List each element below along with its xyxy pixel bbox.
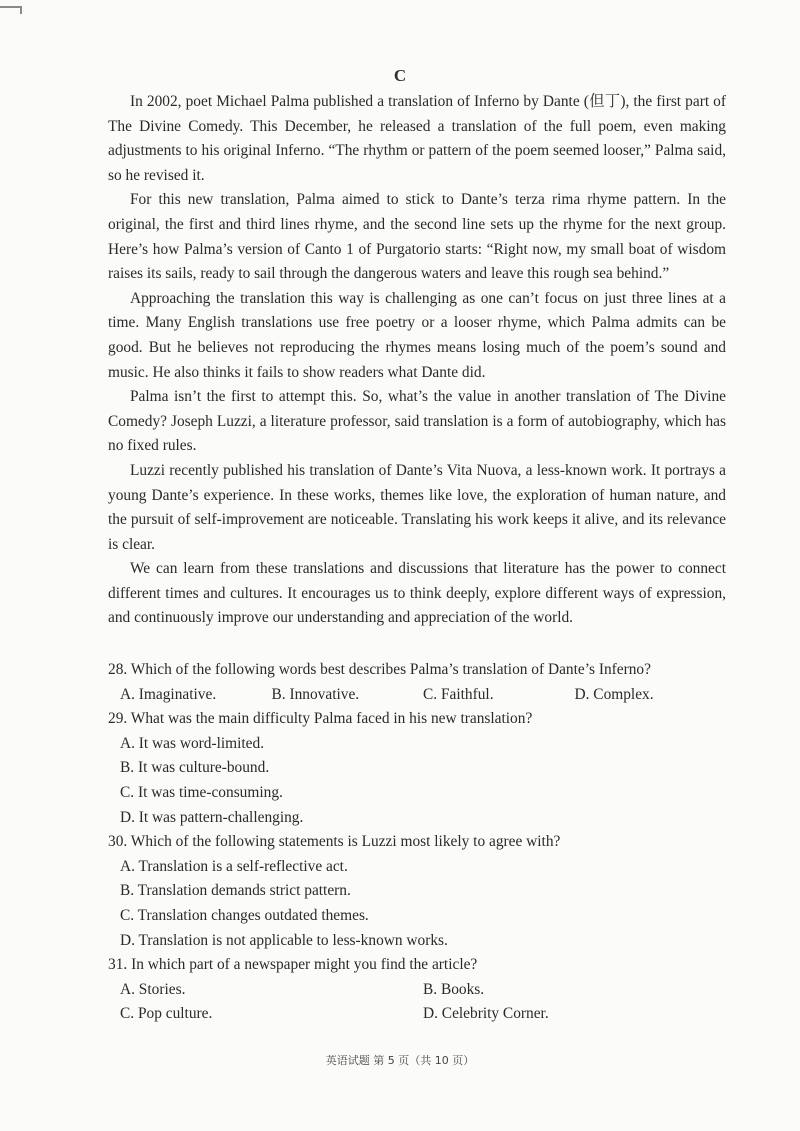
question-stem: 31. In which part of a newspaper might you find the article? — [108, 956, 478, 974]
option-c: C. It was time-consuming. — [120, 783, 283, 801]
option-row — [108, 683, 726, 708]
option-a: A. It was word-limited. — [120, 734, 265, 752]
reading-passage — [108, 90, 726, 631]
passage-paragraph-5: Luzzi recently published his translation of Dante’s Vita Nuova, a less-known work. It portrays a young Dante’s experience. In these works, themes like love, the exploration of human nature, and the pursuit of self-improvement are noticeable. Translating his work keeps it alive, and its relevance is clear. — [108, 461, 726, 553]
option-row — [108, 978, 726, 1003]
scan-corner-mark-vertical — [20, 6, 22, 14]
page-footer: 英语试题 第 5 页（共 10 页） — [325, 1054, 475, 1067]
option-d: D. Celebrity Corner. — [423, 1005, 549, 1023]
question-stem: 30. Which of the following statements is Luzzi most likely to agree with? — [108, 833, 561, 851]
question-31 — [108, 953, 726, 1027]
option-b: B. Translation demands strict pattern. — [120, 882, 351, 900]
section-label: C — [393, 66, 407, 85]
option-row — [108, 1002, 726, 1027]
passage-paragraph-3: Approaching the translation this way is challenging as one can’t focus on just three lines at a time. Many English translations use free poetry or a looser rhyme, which Palma admits can be good. But he believes not reproducing the rhymes means losing much of the poem’s sound and music. He also thinks it fails to show readers what Dante did. — [108, 289, 726, 381]
question-28 — [108, 658, 726, 707]
passage-paragraph-4: Palma isn’t the first to attempt this. So, what’s the value in another translation of The Divine Comedy? Joseph Luzzi, a literature professor, said translation is a form of autobiography, which has no fixed rules. — [108, 388, 726, 455]
option-c: C. Pop culture. — [120, 1005, 213, 1023]
question-stem: 29. What was the main difficulty Palma faced in his new translation? — [108, 710, 533, 728]
option-b: B. Books. — [423, 980, 485, 998]
passage-paragraph-1: In 2002, poet Michael Palma published a translation of Inferno by Dante (但丁), the first part of The Divine Comedy. This December, he released a translation of the full poem, even making adjustments to his original Inferno. “The rhythm or pattern of the poem seemed looser,” Palma said, so he revised it. — [108, 93, 726, 184]
option-c: C. Translation changes outdated themes. — [120, 906, 369, 924]
option-a: A. Imaginative. — [120, 685, 217, 703]
option-a: A. Translation is a self-reflective act. — [120, 857, 348, 875]
option-d: D. Complex. — [574, 685, 654, 703]
passage-paragraph-6: We can learn from these translations and discussions that literature has the power to connect different times and cultures. It encourages us to think deeply, explore different ways of expression, and continuously improve our understanding and appreciation of the world. — [108, 560, 726, 627]
question-29 — [108, 707, 726, 830]
question-list — [108, 658, 726, 1027]
option-list — [108, 855, 726, 953]
option-c: C. Faithful. — [423, 685, 494, 703]
option-d: D. It was pattern-challenging. — [120, 808, 304, 826]
option-list — [108, 732, 726, 830]
question-30 — [108, 830, 726, 953]
question-stem: 28. Which of the following words best describes Palma’s translation of Dante’s Inferno? — [108, 661, 651, 678]
option-b: B. It was culture-bound. — [120, 759, 270, 777]
scan-corner-mark — [0, 6, 22, 8]
option-b: B. Innovative. — [271, 685, 360, 703]
passage-paragraph-2: For this new translation, Palma aimed to stick to Dante’s terza rima rhyme pattern. In the original, the first and third lines rhyme, and the second line sets up the rhyme for the next group. Here’s how Palma’s version of Canto 1 of Purgatorio starts: “Right now, my small boat of wisdom raises its sails, ready to sail through the dangerous waters and leave this rough sea behind.” — [108, 191, 726, 283]
option-a: A. Stories. — [120, 980, 186, 998]
option-d: D. Translation is not applicable to less-known works. — [120, 931, 448, 949]
